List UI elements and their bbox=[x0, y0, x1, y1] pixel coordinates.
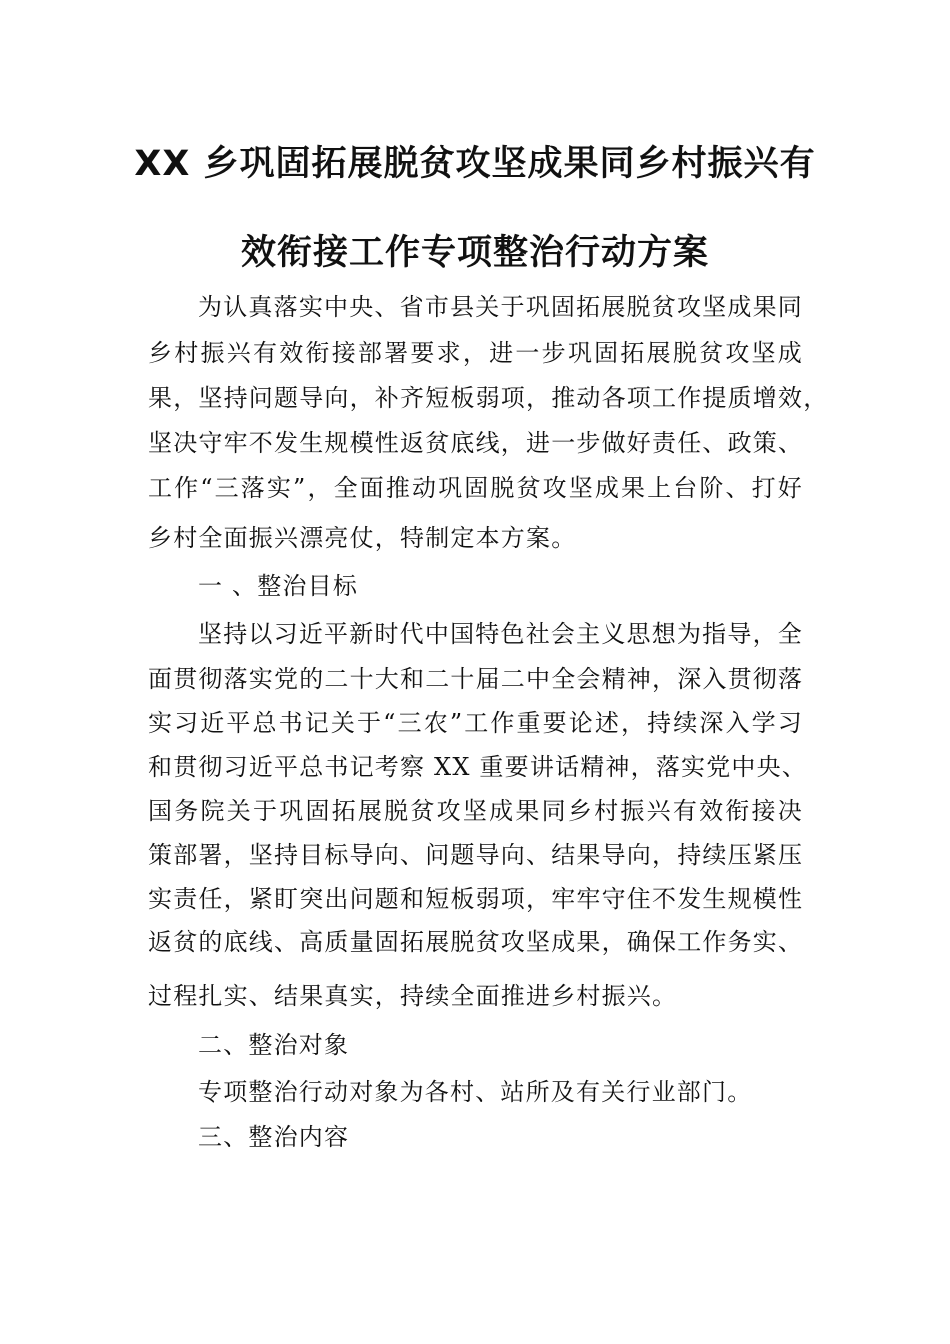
section1-line-5: 国务院关于巩固拓展脱贫攻坚成果同乡村振兴有效衔接决 bbox=[148, 797, 803, 825]
section1-line-2: 面贯彻落实党的二十大和二十届二中全会精神，深入贯彻落 bbox=[148, 665, 804, 693]
intro-line-6: 乡村全面振兴漂亮仗，特制定本方案。 bbox=[148, 524, 577, 552]
section1-line-6: 策部署，坚持目标导向、问题导向、结果导向，持续压紧压 bbox=[148, 841, 804, 869]
section1-line-1: 坚持以习近平新时代中国特色社会主义思想为指导，全 bbox=[198, 620, 803, 648]
intro-line-4: 坚决守牢不发生规模性返贫底线，进一步做好责任、政策、 bbox=[148, 429, 804, 457]
intro-line-1: 为认真落实中央、省市县关于巩固拓展脱贫攻坚成果同 bbox=[198, 293, 803, 321]
section1-line-8: 返贫的底线、高质量固拓展脱贫攻坚成果，确保工作务实、 bbox=[148, 928, 804, 956]
document-title-line-1: XX 乡巩固拓展脱贫攻坚成果同乡村振兴有 bbox=[134, 144, 816, 184]
intro-line-5: 工作“三落实”，全面推动巩固脱贫攻坚成果上台阶、打好 bbox=[148, 474, 803, 502]
section2-text: 专项整治行动对象为各村、站所及有关行业部门。 bbox=[198, 1078, 753, 1106]
intro-line-2: 乡村振兴有效衔接部署要求，进一步巩固拓展脱贫攻坚成 bbox=[148, 339, 803, 367]
section1-line-9: 过程扎实、结果真实，持续全面推进乡村振兴。 bbox=[148, 982, 678, 1010]
section3-heading: 三、整治内容 bbox=[198, 1123, 350, 1151]
intro-line-3: 果，坚持问题导向，补齐短板弱项，推动各项工作提质增效， bbox=[148, 384, 829, 412]
document-title-line-2: 效衔接工作专项整治行动方案 bbox=[240, 233, 709, 273]
section1-line-7: 实责任，紧盯突出问题和短板弱项，牢牢守住不发生规模性 bbox=[148, 885, 804, 913]
section1-line-3: 实习近平总书记关于“三农”工作重要论述，持续深入学习 bbox=[148, 709, 803, 737]
section1-line-4: 和贯彻习近平总书记考察 XX 重要讲话精神，落实党中央、 bbox=[148, 753, 808, 781]
section1-heading: 一 、整治目标 bbox=[198, 572, 359, 600]
section2-heading: 二、整治对象 bbox=[198, 1031, 350, 1059]
